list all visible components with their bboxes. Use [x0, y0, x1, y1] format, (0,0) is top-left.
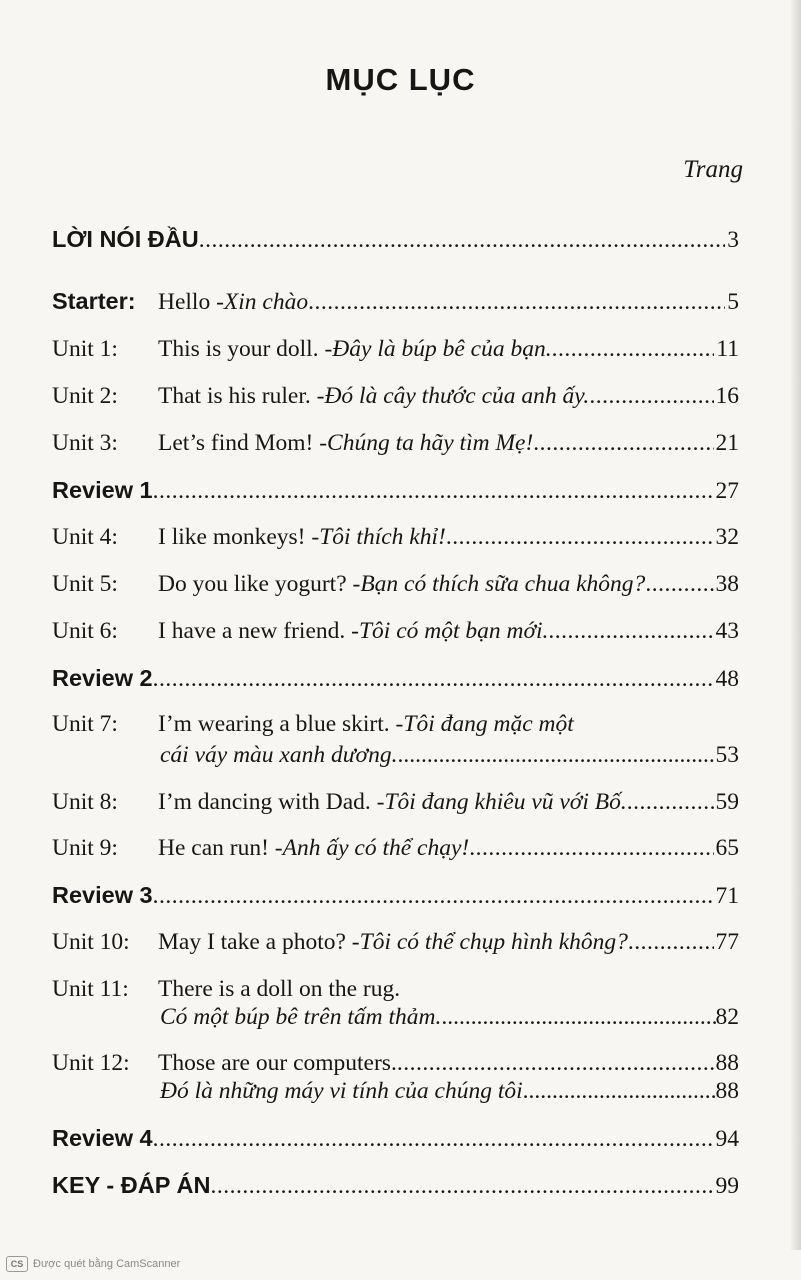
leader-dots — [397, 1050, 714, 1077]
toc-entry-unit-12-continuation — [160, 1078, 739, 1112]
scanner-watermark — [6, 1256, 180, 1272]
leader-dots — [552, 336, 715, 363]
leader-dots — [210, 1173, 713, 1200]
leader-dots — [446, 524, 714, 551]
toc-page-number: 5 — [727, 289, 739, 315]
toc-page-number: 11 — [716, 336, 739, 362]
leader-dots — [153, 666, 714, 693]
leader-dots — [627, 789, 714, 816]
toc-page-number: 65 — [715, 835, 739, 861]
toc-entry-english: This is your doll. - — [158, 336, 333, 362]
leader-dots — [199, 227, 726, 254]
toc-entry-vietnamese: Chúng ta hãy tìm Mẹ! — [327, 430, 534, 456]
toc-page-number: 38 — [715, 571, 739, 597]
toc-entry-key — [52, 1172, 739, 1206]
toc-entry-unit-7-continuation — [160, 742, 739, 776]
toc-entry-unit-1 — [52, 336, 739, 370]
toc-entry-label: Unit 4: — [52, 524, 118, 550]
toc-entry-vietnamese: Xin chào — [223, 289, 309, 315]
toc-page-number: 27 — [715, 478, 739, 504]
toc-entry-label: Unit 10: — [52, 929, 130, 955]
toc-page-number: 99 — [715, 1173, 739, 1199]
toc-page-number: 82 — [715, 1004, 739, 1030]
leader-dots — [523, 1078, 716, 1105]
toc-entry-english: I’m wearing a blue skirt. - — [158, 711, 404, 737]
leader-dots — [533, 430, 713, 457]
toc-entry-label: Review 4 — [52, 1125, 153, 1151]
toc-entry-vietnamese-continued: Có một búp bê trên tấm thảm. — [160, 1004, 442, 1030]
leader-dots — [397, 742, 715, 769]
page-edge-shadow — [791, 0, 801, 1250]
toc-entry-label: Unit 6: — [52, 618, 118, 644]
toc-entry-label: Review 2 — [52, 665, 153, 691]
toc-entry-starter — [52, 288, 739, 322]
toc-page-number: 32 — [715, 524, 739, 550]
toc-entry-english: That is his ruler. - — [158, 383, 325, 409]
toc-entry-english: Do you like yogurt? - — [158, 571, 361, 597]
toc-entry-unit-9 — [52, 835, 739, 869]
toc-page-number: 53 — [715, 742, 739, 768]
leader-dots — [628, 929, 714, 956]
toc-page-number: 3 — [727, 227, 739, 253]
toc-entry-unit-4 — [52, 524, 739, 558]
toc-entry-review-4 — [52, 1125, 739, 1159]
toc-entry-label: Unit 8: — [52, 789, 118, 815]
page-title: MỤC LỤC — [325, 62, 476, 97]
toc-entry-vietnamese: Đây là búp bê của bạn. — [332, 336, 552, 362]
page-column-label: Trang — [683, 156, 743, 183]
toc-entry-label: Unit 7: — [52, 711, 118, 737]
leader-dots — [469, 835, 713, 862]
toc-entry-vietnamese-continued: cái váy màu xanh dương. — [160, 742, 398, 768]
toc-entry-english: May I take a photo? - — [158, 929, 360, 955]
leader-dots — [153, 883, 714, 910]
toc-entry-label: Unit 11: — [52, 976, 129, 1002]
toc-entry-vietnamese: Anh ấy có thể chạy! — [282, 835, 470, 861]
toc-entry-label: Unit 3: — [52, 430, 118, 456]
toc-entry-unit-5 — [52, 571, 739, 605]
toc-page-number: 94 — [715, 1126, 739, 1152]
leader-dots — [589, 383, 713, 410]
toc-entry-label: Unit 5: — [52, 571, 118, 597]
toc-page-number: 88 — [715, 1078, 739, 1104]
toc-entry-review-2 — [52, 665, 739, 699]
toc-entry-label: Unit 2: — [52, 383, 118, 409]
toc-page-number: 59 — [715, 789, 739, 815]
toc-entry-review-3 — [52, 882, 739, 916]
toc-entry-english: Those are our computers. — [158, 1050, 397, 1076]
toc-entry-vietnamese: Bạn có thích sữa chua không? — [360, 571, 646, 597]
leader-dots — [548, 618, 713, 645]
toc-entry-label: LỜI NÓI ĐẦU — [52, 226, 199, 252]
toc-entry-vietnamese: Tôi đang khiêu vũ với Bố. — [384, 789, 627, 815]
toc-entry-vietnamese: Tôi đang mặc một — [403, 711, 574, 737]
toc-page-number: 77 — [715, 929, 739, 955]
toc-entry-english: I like monkeys! - — [158, 524, 320, 550]
toc-entry-unit-6 — [52, 618, 739, 652]
toc-entry-english: Hello - — [158, 289, 224, 315]
watermark-text: Được quét bằng CamScanner — [33, 1258, 181, 1270]
toc-page-number: 43 — [715, 618, 739, 644]
toc-entry-english: He can run! - — [158, 835, 283, 861]
toc-entry-unit-8 — [52, 789, 739, 823]
toc-entry-review-1 — [52, 477, 739, 511]
toc-entry-vietnamese: Tôi thích khỉ! — [319, 524, 446, 550]
toc-entry-english: I have a new friend. - — [158, 618, 359, 644]
toc-page-number: 48 — [715, 666, 739, 692]
toc-entry-vietnamese: Tôi có thể chụp hình không? — [359, 929, 628, 955]
toc-entry-foreword — [52, 226, 739, 260]
toc-entry-unit-10 — [52, 929, 739, 963]
leader-dots — [645, 571, 713, 598]
toc-entry-label: Unit 9: — [52, 835, 118, 861]
toc-page-number: 71 — [715, 883, 739, 909]
toc-page-number: 21 — [715, 430, 739, 456]
toc-entry-english: I’m dancing with Dad. - — [158, 789, 385, 815]
toc-page-number: 16 — [715, 383, 739, 409]
toc-entry-english: Let’s find Mom! - — [158, 430, 328, 456]
toc-entry-label: Unit 12: — [52, 1050, 130, 1076]
toc-entry-vietnamese: Tôi có một bạn mới. — [358, 618, 549, 644]
toc-entry-label: KEY - ĐÁP ÁN — [52, 1172, 211, 1198]
camscanner-logo-icon: CS — [6, 1256, 28, 1272]
toc-entry-vietnamese: Đó là cây thước của anh ấy. — [324, 383, 590, 409]
toc-entry-english: There is a doll on the rug. — [158, 976, 401, 1002]
toc-entry-unit-3 — [52, 430, 739, 464]
toc-page-number: 88 — [715, 1050, 739, 1076]
leader-dots — [441, 1004, 715, 1031]
toc-entry-unit-7 — [52, 711, 739, 745]
toc-entry-label: Starter: — [52, 288, 136, 314]
toc-entry-vietnamese-continued: Đó là những máy vi tính của chúng tôi — [160, 1078, 523, 1104]
leader-dots — [153, 478, 714, 505]
toc-entry-label: Review 1 — [52, 477, 153, 503]
toc-entry-label: Unit 1: — [52, 336, 118, 362]
toc-entry-label: Review 3 — [52, 882, 153, 908]
leader-dots — [308, 289, 725, 316]
toc-entry-unit-11-continuation — [160, 1004, 739, 1038]
leader-dots — [153, 1126, 714, 1153]
toc-entry-unit-2 — [52, 383, 739, 417]
